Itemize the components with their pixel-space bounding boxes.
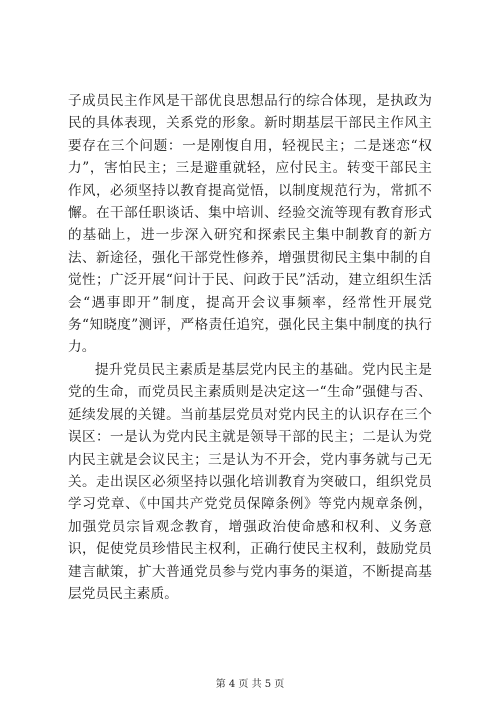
paragraph-continued: 子成员民主作风是干部优良思想品行的综合体现，是执政为民的具体表现，关系党的形象。新时期基层干部民主作风主要存在三个问题：一是刚愎自用，轻视民主；二是迷恋“权力”，害怕民主；三是避重就轻，应付民主。转变干部民主作风，必须坚持以教育提高觉悟，以制度规范行为，常抓不懈。在干部任职谈话、集中培训、经验交流等现有教育形式的基础上，进一步深入研究和探索民主集中制教育的新方法、新途径，强化干部党性修养，增强贯彻民主集中制的自觉性；广泛开展“问计于民、问政于民”活动，建立组织生活会“遇事即开”制度，提高开会议事频率，经常性开展党务“知晓度”测评，严格责任追究，强化民主集中制度的执行力。 [68,93,432,356]
page-footer: 第 4 页 共 5 页 [215,679,285,690]
paragraph-party-member-democracy: 提升党员民主素质是基层党内民主的基础。党内民主是党的生命，而党员民主素质则是决定这一“生命”强健与否、延续发展的关键。当前基层党员对党内民主的认识存在三个误区：一是认为党内民主就是领导干部的民主；二是认为党内民主就是会议民主；三是认为不开会，党内事务就与己无关。走出误区必须坚持以强化培训教育为突破口，组织党员学习党章、《中国共产党党员保障条例》等党内规章条例，加强党员宗旨观念教育，增强政治使命感和权利、义务意识，促使党员珍惜民主权利，正确行使民主权利，鼓励党员建言献策，扩大普通党员参与党内事务的渠道，不断提高基层党员民主素质。 [68,361,432,602]
body-text [68,90,432,605]
